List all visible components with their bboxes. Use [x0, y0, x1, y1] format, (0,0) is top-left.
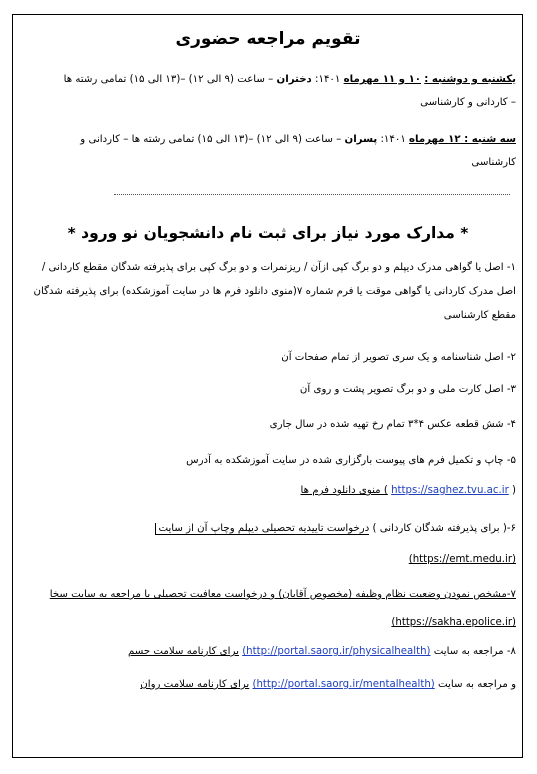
boys-hours: – ساعت (۹ الی ۱۲) –(۱۳ الی ۱۵) تمامی رشته ها – کاردانی و: [80, 134, 342, 145]
item-5-close: ) منوی دانلود فرم ها: [300, 485, 388, 496]
item-8-suffix: برای کارنامه سلامت جسم: [127, 646, 239, 657]
girls-date: ۱۰ و ۱۱ مهرماه: [343, 74, 422, 85]
item-2: ۲- اصل شناسنامه و یک سری تصویر از تمام صفحات آن: [281, 352, 516, 363]
item-9-prefix: و مراجعه به سایت: [438, 679, 516, 690]
item-5-text: ۵- چاپ و تکمیل فرم های پیوست بارگزاری شده در سایت آموزشکده به آدرس: [186, 455, 516, 466]
item-6: [22, 513, 516, 575]
item-6-prefix: ۶-( برای پذیرفته شدگان کاردانی ): [372, 523, 516, 534]
item-1: ۱- اصل یا گواهی مدرک دیپلم و دو برگ کپی ازآن / ریزنمرات و دو برگ کپی برای پذیرفته شدگان مقطع کاردانی / اصل مدرک کاردانی یا گواهی موقت یا فرم شماره ۷(منوی دانلود فرم ها در سایت آموزشکده) برای پذیرفته شدگان مقطع کارشناسی: [33, 262, 516, 321]
item-8-prefix: ۸- مراجعه به سایت: [433, 646, 516, 657]
item-8: [22, 640, 516, 663]
item-6-text: درخواست تاییدیه تحصیلی دیپلم وچاپ آن از سایت: [155, 523, 369, 535]
girls-hours: – ساعت (۹ الی ۱۲) –(۱۳ الی ۱۵) تمامی رشته ها: [63, 74, 274, 85]
item-9: [22, 673, 516, 696]
saghez-link[interactable]: https://saghez.tvu.ac.ir: [391, 485, 509, 496]
item-7: [22, 581, 516, 637]
boys-date: سه شنبه : ۱۲ مهرماه: [409, 134, 516, 145]
item-7-text: ۷-مشخص نمودن وضعیت نظام وظیفه (مخصوص آقایان) و درخواست معافیت تحصیلی با مراجعه به سایت سخا: [49, 589, 516, 600]
item-9-suffix: برای کارنامه سلامت روان: [140, 679, 250, 690]
schedule-boys: [22, 128, 516, 174]
girls-label: دختران: [276, 74, 312, 85]
schedule-girls: [22, 68, 516, 114]
item-5: [22, 446, 516, 506]
mental-health-link[interactable]: (http://portal.saorg.ir/mentalhealth): [252, 679, 435, 690]
physical-health-link[interactable]: (http://portal.saorg.ir/physicalhealth): [242, 646, 431, 657]
girls-degrees: – کاردانی و کارشناسی: [420, 97, 516, 108]
emt-link[interactable]: (https://emt.medu.ir): [408, 554, 516, 565]
girls-year: ۱۴۰۱:: [315, 74, 341, 85]
dotted-divider: [114, 194, 510, 195]
documents-heading: * مدارک مورد نیاز برای ثبت نام دانشجویان نو ورود *: [67, 224, 469, 242]
document-page: [14, 16, 522, 756]
item-3: ۳- اصل کارت ملی و دو برگ تصویر پشت و روی آن: [299, 384, 516, 395]
boys-label: پسران: [344, 134, 378, 145]
boys-degrees: کارشناسی: [471, 157, 516, 168]
girls-days: یکشنبه و دوشنبه :: [424, 74, 516, 85]
boys-year: ۱۴۰۱:: [380, 134, 406, 145]
page-title: تقویم مراجعه حضوری: [175, 29, 361, 49]
item-5-open: (: [512, 485, 516, 496]
sakha-link[interactable]: (https://sakha.epolice.ir): [391, 617, 516, 628]
item-4: ۴- شش قطعه عکس ۴*۳ تمام رخ تهیه شده در سال جاری: [269, 419, 516, 430]
